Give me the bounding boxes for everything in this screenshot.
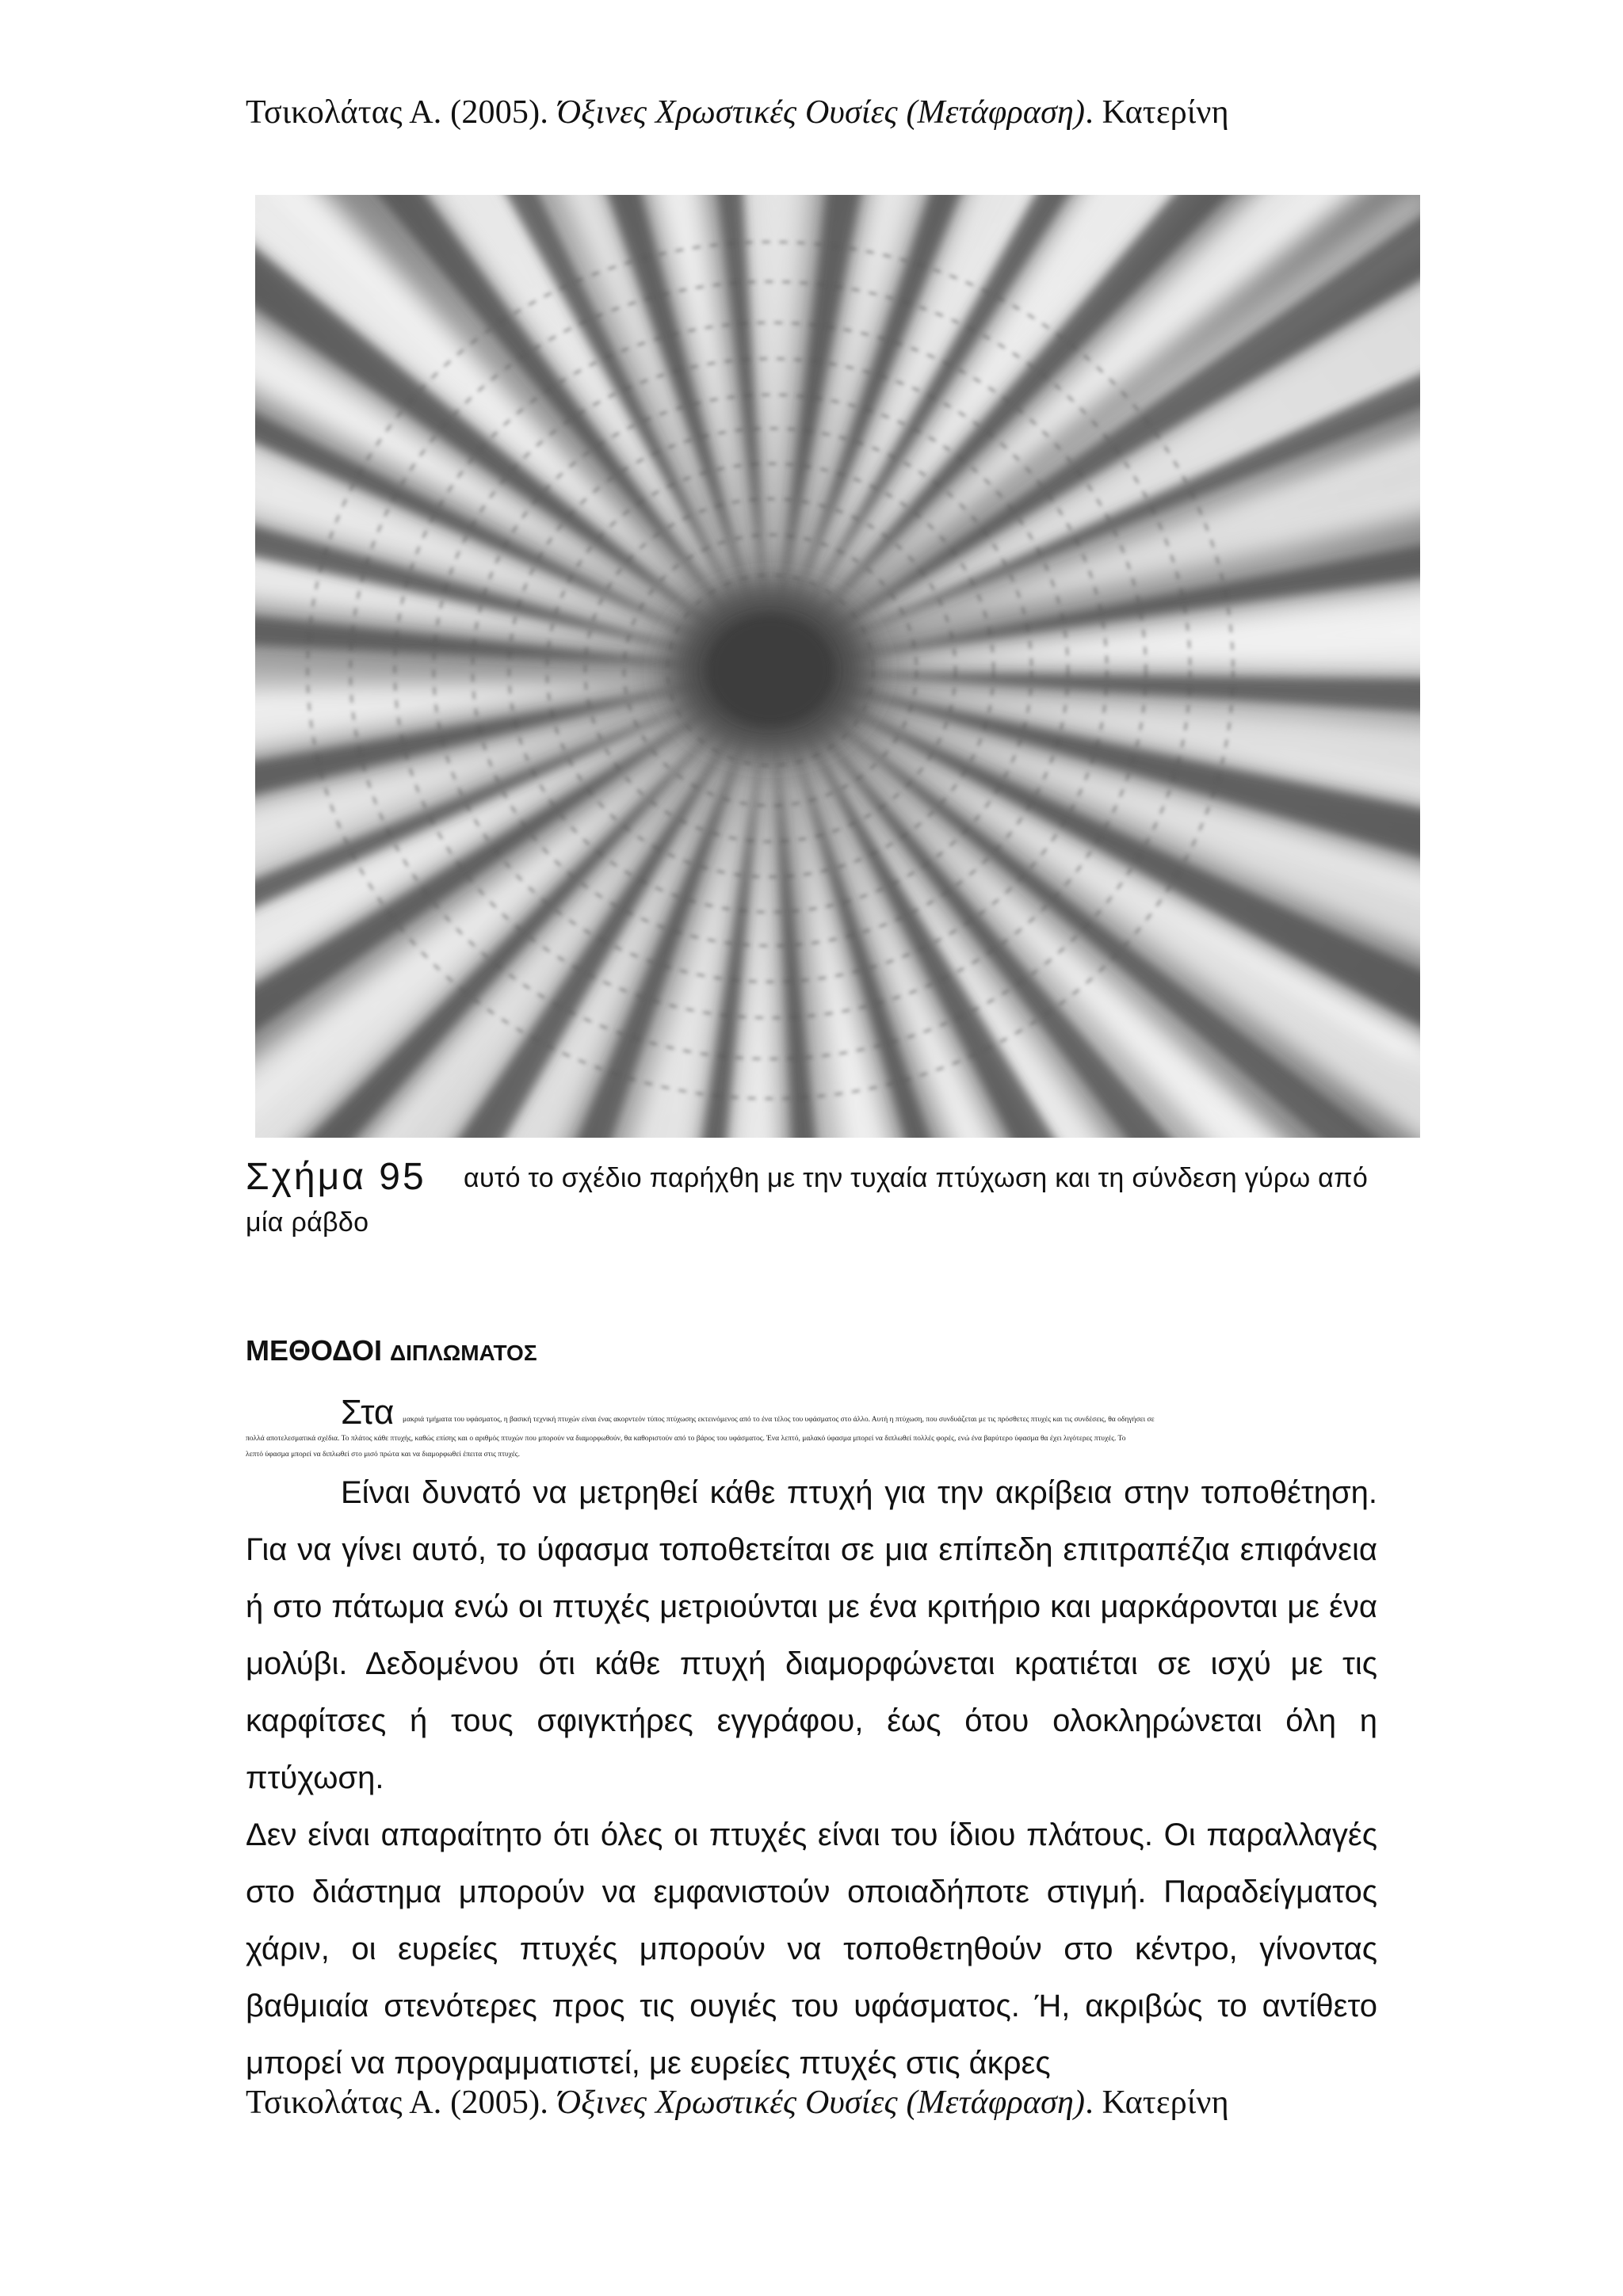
section-title-sub: ΔΙΠΛΩΜΑΤΟΣ xyxy=(389,1341,537,1365)
footer-title: Όξινες Χρωστικές Ουσίες (Μετάφραση) xyxy=(556,2084,1086,2121)
header-title: Όξινες Χρωστικές Ουσίες (Μετάφραση) xyxy=(556,94,1086,131)
page-header xyxy=(246,93,1229,132)
body-paragraph: Δεν είναι απαραίτητο ότι όλες οι πτυχές είναι του ίδιου πλάτους. Οι παραλλαγές στο διάστημα μπορούν να εμφανιστούν οποιαδήποτε στιγμή. Παραδείγματος χάριν, οι ευρείες πτυχές μπορούν να τοποθετηθούν στο κέντρο, γίνοντας βαθμιαία στενότερες προς τις ουγιές του υφάσματος. Ή, ακριβώς το αντίθετο μπορεί να προγραμματιστεί, με ευρείες πτυχές στις άκρες xyxy=(246,1817,1377,2081)
footer-city: . Κατερίνη xyxy=(1085,2084,1229,2121)
tiny-text-line: μακριά τμήματα του υφάσματος, η βασική τεχνική πτυχών είναι ένας ακορντεόν τύπος πτύχωσης εκτεινόμενος από το ένα τέλος του υφάσματος στο άλλο. Αυτή η πτύχωση, που συνδυάζεται με τις πρόσθετες πτυχές και τις συνδέσεις, θα οδηγήσει σε xyxy=(403,1416,1155,1424)
header-author: Τσικολάτας Α. (2005). xyxy=(246,94,557,131)
section-title xyxy=(246,1334,537,1367)
body-paragraph: Είναι δυνατό να μετρηθεί κάθε πτυχή για την ακρίβεια στην τοποθέτηση. Για να γίνει αυτό, το ύφασμα τοποθετείται σε μια επίπεδη επιτραπέζια επιφάνεια ή στο πάτωμα ενώ οι πτυχές μετριούνται με ένα κριτήριο και μαρκάρονται με ένα μολύβι. Δεδομένου ότι κάθε πτυχή διαμορφώνεται κρατιέται σε ισχύ με τις καρφίτσες ή τους σφιγκτήρες εγγράφου, έως ότου ολοκληρώνεται όλη η πτύχωση. xyxy=(246,1475,1377,1795)
page-footer xyxy=(246,2084,1229,2122)
section-title-main: ΜΕΘΟΔΟΙ xyxy=(246,1334,382,1367)
tie-dye-image xyxy=(255,195,1420,1138)
lead-word: Στα xyxy=(341,1393,395,1432)
figure-caption: αυτό το σχέδιο παρήχθη με την τυχαία πτύχωση και τη σύνδεση γύρω από xyxy=(464,1163,1369,1193)
tie-dye-figure xyxy=(255,195,1420,1138)
footer-author: Τσικολάτας Α. (2005). xyxy=(246,2084,557,2121)
figure-caption-continued: μία ράβδο xyxy=(246,1207,369,1238)
tiny-text-line: πολλά αποτελεσματικά σχέδια. Το πλάτος κάθε πτυχής, καθώς επίσης και ο αριθμός πτυχών που μπορούν να διαμορφωθούν, θα καθοριστούν από το βάρος του υφάσματος. Ένα λεπτό, μαλακό ύφασμα μπορεί να διπλωθεί πολλές φορές, ενώ ένα βαρύτερο ύφασμα θα έχει λιγότερες πτυχές. Το xyxy=(246,1435,1126,1443)
tiny-text-line: λεπτό ύφασμα μπορεί να διπλωθεί στο μισό πρώτα και να διαμορφωθεί έπειτα στις πτυχές. xyxy=(246,1451,520,1459)
header-city: . Κατερίνη xyxy=(1085,94,1229,131)
figure-label: Σχήμα 95 xyxy=(246,1156,426,1198)
